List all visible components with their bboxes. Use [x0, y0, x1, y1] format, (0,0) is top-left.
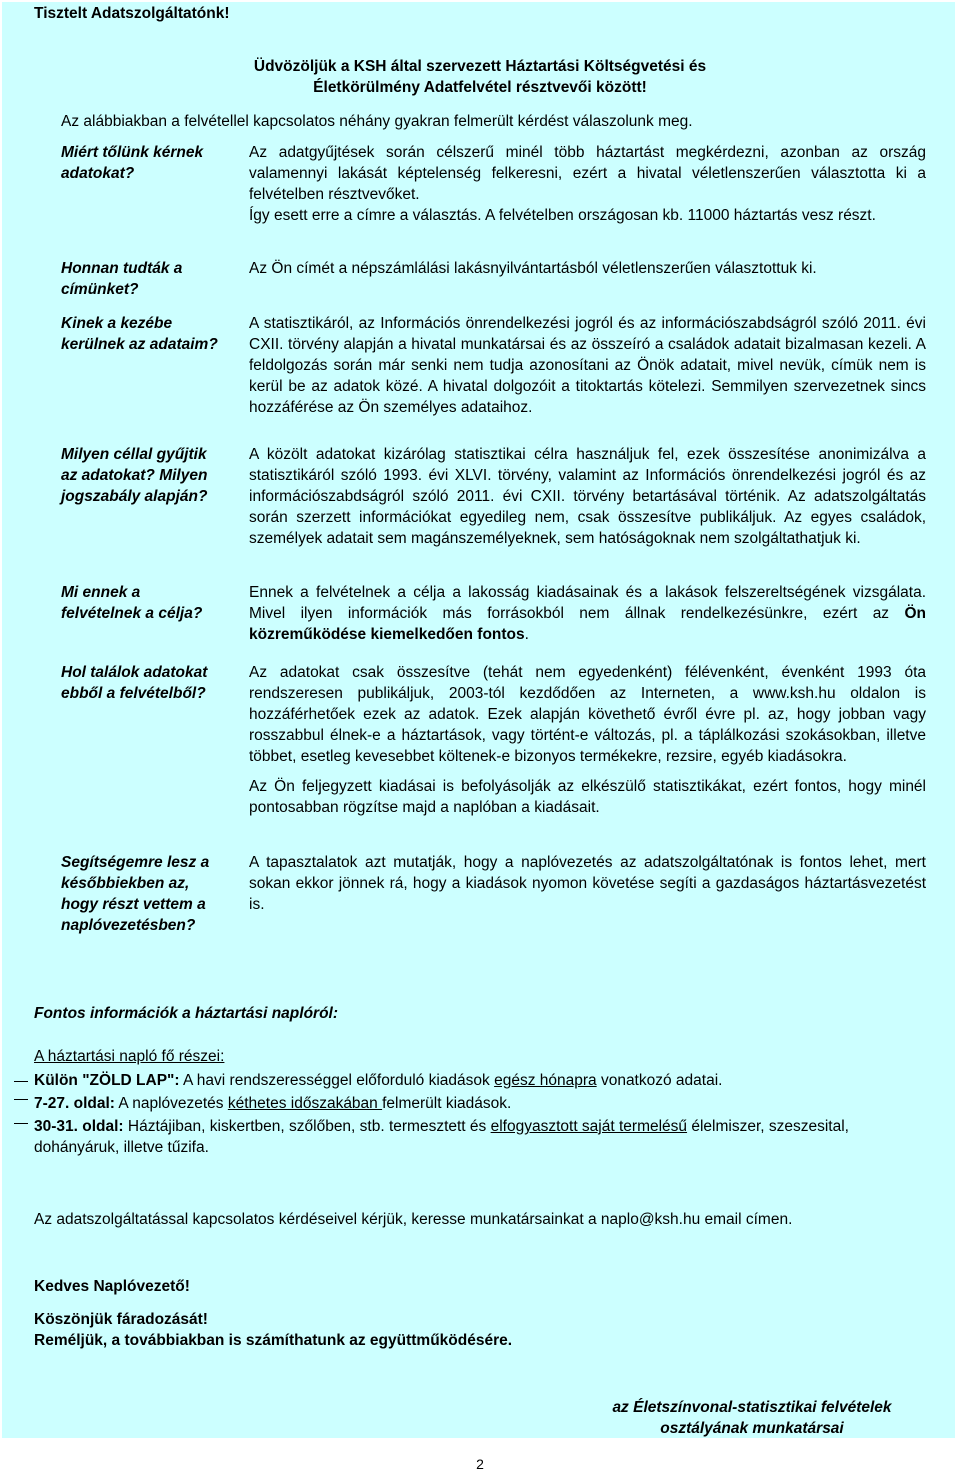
dash-marker	[14, 1081, 28, 1082]
part-text: élelmiszer, szeszesital, dohányáruk, illetve tűzifa.	[34, 1118, 849, 1156]
closing-hope: Reméljük, a továbbiakban is számíthatunk az együttműködésére.	[34, 1332, 513, 1349]
faq-question: Hol találok adatokat ebből a felvételből?	[61, 664, 208, 702]
contact-text: Az adatszolgáltatással kapcsolatos kérdéseivel kérjük, keresse munkatársainkat a naplo@ksh.hu email címen.	[34, 1211, 793, 1228]
faq-answer-paragraph: Az adatgyűjtések során célszerű minél több háztartást megkérdezni, azonban az ország valamennyi lakását képtelenség felkeresni, ezért a hivatal véletlenszerűen választotta ki a felvételben résztvevőket.	[249, 144, 926, 203]
part-text: A naplóvezetés	[114, 1095, 228, 1112]
faq-answer: Az Ön címét a népszámlálási lakásnyilvántartásból véletlenszerűen választottuk ki.	[249, 260, 817, 277]
faq-answer	[249, 582, 926, 645]
dash-marker	[14, 1099, 28, 1100]
faq-question: Kinek a kezébe kerülnek az adataim?	[61, 315, 218, 353]
dash-marker	[14, 1123, 28, 1124]
napló-part	[34, 1093, 934, 1114]
welcome-line-2: Életkörülmény Adatfelvétel résztvevői között!	[313, 79, 647, 96]
part-text: felmerült kiadások.	[382, 1095, 512, 1112]
faq-answer-tail: .	[524, 626, 529, 643]
faq-answer: A tapasztalatok azt mutatják, hogy a naplóvezetés az adatszolgáltatónak is fontos lehet, mert sokan ekkor jönnek rá, hogy a kiadások nyomon követése segíti a gazdaságos háztartásvezetést is.	[249, 854, 926, 913]
welcome-heading	[0, 56, 960, 98]
part-text: A havi rendszerességgel előforduló kiadások	[179, 1072, 495, 1089]
faq-answer: A közölt adatokat kizárólag statisztikai célra használjuk fel, ezek összesítése anonimizálva a statisztikáról szóló 1993. évi XLVI. törvény, valamint az Információs önrendelkezési jogról és az információszabdságról szóló 2011. évi CXII. törvény betartásával történik. Az adatszolgáltatás során szerzett információkat egyedileg nem, csak összesítve publikáljuk. Az egyes családok, személyek adatait sem magánszemélyeknek, sem hatóságoknak nem szolgáltathatjuk ki.	[249, 446, 926, 547]
faq-question: Segítségemre lesz a későbbiekben az, hogy részt vettem a naplóvezetésben?	[61, 854, 210, 934]
closing-thanks: Köszönjük fáradozását!	[34, 1311, 208, 1328]
faq-answer-text: Ennek a felvételnek a célja a lakosság kiadásainak és a lakások felszereltségének vizsgálata. Mivel ilyen információk más forrásokból nem állnak rendelkezésünkre, ezért az	[249, 584, 926, 622]
signature-line-1: az Életszínvonal-statisztikai felvételek	[612, 1399, 892, 1416]
intro-text: Az alábbiakban a felvétellel kapcsolatos néhány gyakran felmerült kérdést válaszolunk meg.	[61, 113, 693, 130]
closing-salutation: Kedves Naplóvezető!	[34, 1278, 190, 1295]
faq-answer: A statisztikáról, az Információs önrendelkezési jogról és az információszabdságról szóló 2011. évi CXII. törvény alapján a hivatal munkatársai és az összeíró a családok adatait bizalmasan kezeli. A feldolgozás során már senki nem tudja azonosítani az Önök adatait, mivel nevük, címük nem is kerül be az adatok közé. A hivatal dolgozóit a titoktartás kötelezi. Semmilyen szervezetnek sincs hozzáférése az Ön személyes adataihoz.	[249, 315, 926, 416]
faq-question: Milyen céllal gyűjtik az adatokat? Milyen jogszabály alapján?	[61, 446, 208, 505]
signature	[596, 1397, 908, 1439]
faq-answer	[249, 142, 926, 226]
part-label: Külön "ZÖLD LAP":	[34, 1072, 180, 1089]
part-label: 30-31. oldal:	[34, 1118, 124, 1135]
faq-answer-paragraph: Az adatokat csak összesítve (tehát nem egyedenként) félévenként, évenként 1993 óta rendszeresen publikáljuk, 2003-tól kezdődően az Interneten, a www.ksh.hu oldalon is hozzáférhetőek ezek az adatok. Ezek alapján követhető évről évre pl. az, hogy jobban vagy rosszabbul élnek-e a háztartások, vagy történt-e változás, pl. a táplálkozási szokásokban, illetve többet, esetleg kevesebbet költenek-e bizonyos termékekre, rezsire, egyéb kiadásokra.	[249, 664, 926, 765]
faq-answer	[249, 662, 926, 827]
napló-part	[34, 1070, 934, 1091]
part-underlined: kéthetes időszakában	[227, 1095, 383, 1112]
faq-question: Mi ennek a felvételnek a célja?	[61, 584, 203, 622]
faq-question: Miért tőlünk kérnek adatokat?	[61, 144, 204, 182]
part-underlined: egész hónapra	[494, 1072, 597, 1089]
faq-answer-emphasis: Ön közreműködése kiemelkedően fontos	[249, 605, 926, 643]
parts-title: A háztartási napló fő részei:	[34, 1048, 225, 1065]
part-label: 7-27. oldal:	[34, 1095, 115, 1112]
part-text: Háztájiban, kiskertben, szőlőben, stb. termesztett és	[123, 1118, 491, 1135]
napló-part	[34, 1116, 864, 1158]
part-underlined: elfogyasztott saját termelésű	[490, 1118, 688, 1135]
faq-answer-paragraph: Így esett erre a címre a választás. A felvételben országosan kb. 11000 háztartás vesz részt.	[249, 207, 876, 224]
page-number: 2	[476, 1456, 484, 1472]
part-text: vonatkozó adatai.	[596, 1072, 723, 1089]
faq-answer-paragraph: Az Ön feljegyzett kiadásai is befolyásolják az elkészülő statisztikákat, ezért fontos, hogy minél pontosabban rögzítse majd a naplóban a kiadásait.	[249, 778, 926, 816]
important-title: Fontos információk a háztartási naplóról:	[34, 1005, 339, 1022]
faq-question: Honnan tudták a címünket?	[61, 260, 183, 298]
greeting: Tisztelt Adatszolgáltatónk!	[34, 5, 230, 22]
welcome-line-1: Üdvözöljük a KSH által szervezett Háztartási Költségvetési és	[253, 58, 707, 75]
signature-line-2: osztályának munkatársai	[660, 1420, 844, 1437]
